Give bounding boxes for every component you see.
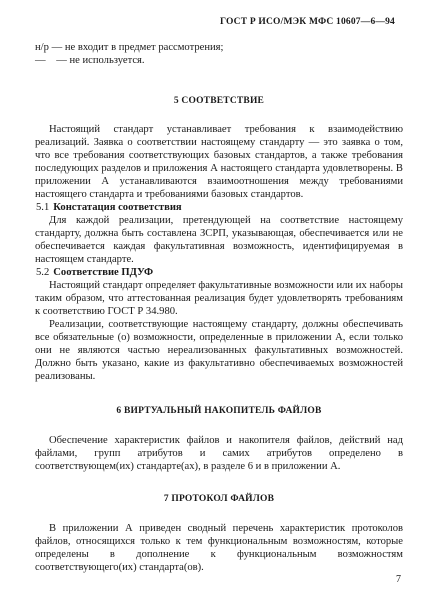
subsection-5-1-text: Для каждой реализации, претендующей на соответствие настоящему стандарту, должна быть составлена ЗСРП, указывающая, обеспечивается или не обеспечивается каждая факультативная возможность, идентифицируемая в настоящем стандарте. bbox=[35, 215, 403, 265]
subsection-number: 5.1 bbox=[36, 202, 50, 213]
definition-text: не используется. bbox=[69, 55, 145, 66]
section-6-text: Обеспечение характеристик файлов и накопителя файлов, действий над файлами, групп атрибутов и самих атрибутов определено в соответствующем(их) стандарте(ах), в разделе 6 и в приложении А. bbox=[35, 435, 403, 472]
subsection-title: Констатация соответствия bbox=[53, 202, 182, 213]
subsection-5-2-text-1: Настоящий стандарт определяет факультативные возможности или их наборы таким образом, что аттестованная реализация будет удовлетворять требованиям к соответствию ГОСТ Р 34.980. bbox=[35, 280, 403, 317]
running-header: ГОСТ Р ИСО/МЭК МФС 10607—6—94 bbox=[219, 17, 395, 27]
subsection-5-2-heading bbox=[36, 266, 403, 279]
section-7-text: В приложении А приведен сводный перечень характеристик протоколов файлов, относящихся только к тем функциональным возможностям, которые определены в дополнение к функциональным возможностям соответствующего(их) стандарта(ов). bbox=[35, 523, 403, 573]
subsection-5-1-heading bbox=[36, 201, 403, 214]
subsection-5-2-text-2: Реализации, соответствующие настоящему стандарту, должны обеспечивать все обязательные (о) возможности, определенные в приложении А, если только они не являются частью нереализованных факультативных возможностей. Должно быть указано, какие из факультативно обеспечиваемых возможностей реализованы. bbox=[35, 319, 403, 382]
definition-item bbox=[35, 54, 403, 67]
definition-dash: — bbox=[51, 42, 63, 53]
section-5-intro: Настоящий стандарт устанавливает требования к взаимодействию реализаций. Заявка о соответствии настоящему стандарту — это заявка о том, что все требования соответствующих базовых стандартов, а также требования последующих разделов и приложения А настоящего стандарта удовлетворены. В приложении А устанавливаются взаимоотношения между требованиями настоящего стандарта и требованиями базовых стандартов. bbox=[35, 124, 403, 200]
definitions-list bbox=[35, 41, 403, 67]
definition-term: н/р bbox=[35, 42, 49, 53]
subsection-number: 5.2 bbox=[36, 267, 50, 278]
definition-text: не входит в предмет рассмотрения; bbox=[64, 42, 224, 53]
subsection-title: Соответствие ПДУФ bbox=[53, 267, 154, 278]
section-5-title: 5 СООТВЕТСТВИЕ bbox=[173, 96, 265, 106]
page-content bbox=[35, 41, 403, 574]
section-7-title: 7 ПРОТОКОЛ ФАЙЛОВ bbox=[163, 494, 275, 504]
section-6-title: 6 ВИРТУАЛЬНЫЙ НАКОПИТЕЛЬ ФАЙЛОВ bbox=[116, 406, 322, 416]
definition-item bbox=[35, 41, 403, 54]
definition-dash: — bbox=[56, 55, 67, 66]
definition-term: — bbox=[35, 55, 46, 66]
page-number: 7 bbox=[396, 574, 401, 585]
